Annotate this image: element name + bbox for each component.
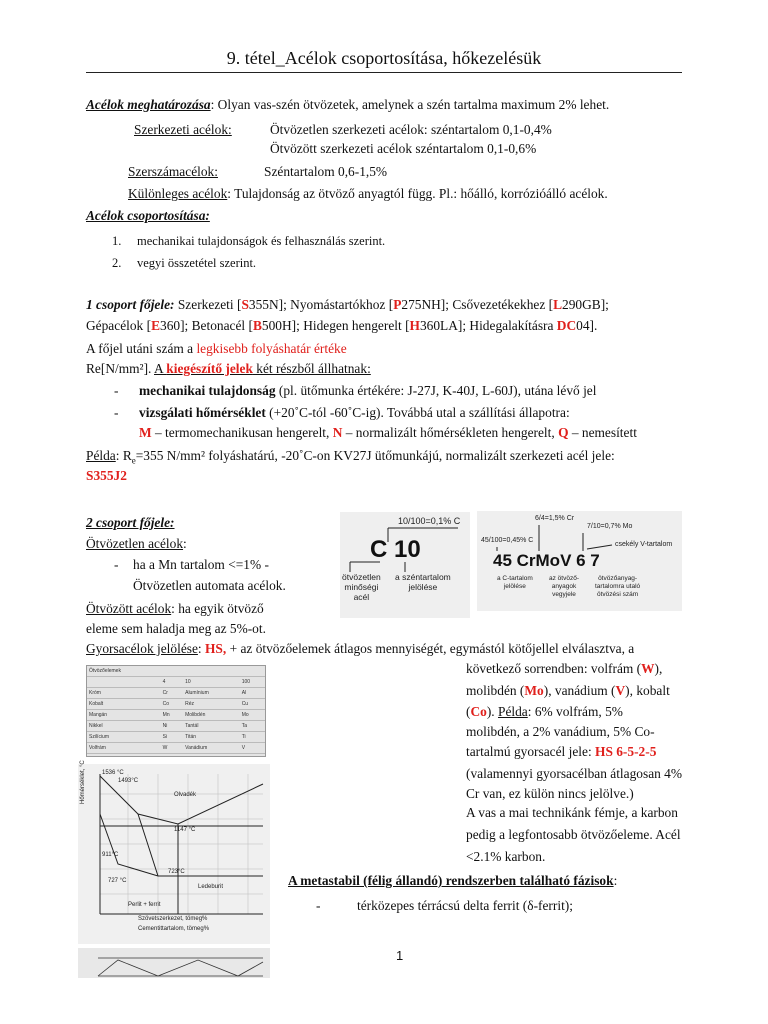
csop1-bullet2: vizsgálati hőmérséklet (+20˚C-tól -60˚C-ig). Továbbá utal a szállítási állapotra:	[139, 405, 570, 420]
csoportositas-item-1: 1. mechanikai tulajdonságok és felhasználás szerint.	[112, 234, 386, 248]
alloy-table-cell: Si	[161, 732, 183, 743]
alloy-table-cell: Mn	[161, 710, 183, 721]
figure-crmov-t1: 6/4=1,5% Cr	[535, 515, 575, 522]
gyorsacel-r2: molibdén (Mo), vanádium (V), kobalt	[466, 683, 670, 698]
gyorsacel-r8: A vas a mai technikánk fémje, a karbon	[466, 805, 678, 820]
alloy-table-cell: Ni	[161, 721, 183, 732]
fe-c-label-perlit: Perlit + ferrit	[128, 902, 161, 908]
figure-c10-lines	[340, 512, 470, 618]
csop1-line1: 1 csoport főjele: Szerkezeti [S355N]; Nyomástartókhoz [P275NH]; Csővezetékekhez [L290GB];	[86, 297, 609, 312]
alloy-table-cell: Al	[240, 688, 265, 699]
fe-c-diagram	[78, 760, 270, 944]
bullet-dash-1: -	[114, 383, 119, 398]
fe-c-label-ledeburit: Ledeburit	[198, 884, 224, 890]
gyorsacel-r4: molibdén, a 2% vanádium, 5% Co-	[466, 724, 655, 739]
fe-c-label-727: 727 °C	[108, 878, 127, 884]
alloy-table-cell: Króm	[87, 688, 161, 699]
figure-crmov-code: 45 CrMoV 6 7	[493, 551, 600, 570]
structure-strip-image	[78, 948, 270, 978]
csop2-label: 2 csoport főjele:	[86, 515, 175, 530]
alloy-table-cell: Cu	[240, 699, 265, 710]
bullet-dash-2: -	[114, 405, 119, 420]
page-title: 9. tétel_Acélok csoportosítása, hőkezelésük	[226, 48, 542, 68]
figure-crmov-label-1: a C-tartalom jelölése	[497, 575, 533, 590]
bullet-dash-3: -	[114, 557, 119, 572]
csop1-example: Példa: $R_e=355$ N/mm² folyáshatárú, -20˚C-on KV27J ütőmunkájú, normalizált szerkezeti acél jele:	[86, 448, 615, 466]
otvozott-line-2: eleme sem haladja meg az 5%-ot.	[86, 621, 266, 636]
kulonleges-label: Különleges acélok	[128, 186, 228, 201]
alloy-table-cell: Titán	[183, 732, 240, 743]
alloy-table-cell: Réz	[183, 699, 240, 710]
fe-c-label-911: 911°C	[102, 852, 119, 858]
otvozott-line: Ötvözött acélok: ha egyik ötvöző	[86, 601, 264, 616]
fe-c-label-1493: 1493°C	[118, 778, 139, 784]
alloy-table-row	[87, 666, 265, 677]
gyorsacel-r6: (valamennyi gyorsacélban átlagosan 4%	[466, 766, 683, 781]
figure-c10-code: C 10	[370, 536, 421, 563]
alloy-table-cell: Alumínium	[183, 688, 240, 699]
metastabil-item-1: térközepes térrácsú delta ferrit (δ-ferrit);	[357, 898, 573, 913]
gyorsacel-r1: következő sorrendben: volfrám (W),	[466, 661, 663, 676]
alloy-table	[86, 665, 266, 757]
alloy-table-cell: Co	[161, 699, 183, 710]
figure-crmov	[477, 511, 682, 611]
szerkezeti-label: Szerkezeti acélok:	[134, 122, 232, 137]
gyorsacel-r9: pedig a legfontosabb ötvözőeleme. Acél	[466, 827, 681, 842]
alloy-table-row	[87, 732, 265, 743]
csop1-line3: A főjel utáni szám a legkisebb folyáshatár értéke	[86, 341, 347, 356]
alloy-table-cell: Tantál	[183, 721, 240, 732]
alloy-table-row	[87, 743, 265, 754]
fe-c-label-1536: 1536 °C	[102, 770, 124, 776]
alloy-table-cell	[87, 677, 161, 688]
alloy-table-cell: 10	[183, 677, 240, 688]
figure-c10-label-1: ötvözetlen minőségi acél	[342, 572, 381, 602]
alloy-table-cell: V	[240, 743, 265, 754]
alloy-table-cell: Kobalt	[87, 699, 161, 710]
csoportositas-label: Acélok csoportosítása:	[86, 208, 210, 223]
gyorsacel-r3: (Co). Példa: 6% volfrám, 5%	[466, 704, 623, 719]
fe-c-label-723: 723°C	[168, 869, 185, 875]
alloy-table-cell: Nikkel	[87, 721, 161, 732]
title-underline	[86, 72, 682, 73]
alloy-table-cell: Mangán	[87, 710, 161, 721]
otvozetlen-label: Ötvözetlen acélok:	[86, 536, 187, 551]
alloy-table-cell: 100	[240, 677, 265, 688]
fe-c-label-1147: 1147 °C	[174, 827, 196, 833]
alloy-table-cell: Mo	[240, 710, 265, 721]
alloy-table-cell: Molibdén	[183, 710, 240, 721]
alloy-table-cell: Vanádium	[183, 743, 240, 754]
figure-c10-label-2: a széntartalom jelölése	[395, 572, 451, 592]
csop1-bullet1: mechanikai tulajdonság (pl. ütőmunka értékére: J-27J, K-40J, L-60J), utána lévő jel	[139, 383, 597, 398]
alloy-table-cell: Ötvözőelemek	[87, 666, 161, 677]
csop1-example-code: S355J2	[86, 468, 127, 483]
gyorsacel-r10: <2.1% karbon.	[466, 849, 546, 864]
figure-crmov-label-2: az ötvöző- anyagok vegyjele	[549, 575, 579, 598]
kulonleges-line	[128, 185, 608, 202]
alloy-table-cell: Cr	[161, 688, 183, 699]
gyorsacel-line: Gyorsacélok jelölése: HS, + az ötvözőelemek átlagos mennyiségét, egymástól kötőjellel elválasztva, a	[86, 641, 635, 656]
csop1-bullet3: M – termomechanikusan hengerelt, N – normalizált hőmérsékleten hengerelt, Q – nemesített	[139, 425, 637, 440]
fe-c-label-cementit: Cementittartalom, tömeg%	[138, 926, 210, 932]
csop1-line4: Re[N/mm²]. A kiegészítő jelek két részből állhatnak:	[86, 361, 371, 376]
alloy-table-row	[87, 721, 265, 732]
page-number: 1	[396, 948, 404, 963]
alloy-table-cell: W	[161, 743, 183, 754]
definition-label: Acélok meghatározása	[86, 97, 211, 112]
figure-crmov-t2: 7/10=0,7% Mo	[587, 523, 633, 530]
alloy-table-row	[87, 677, 265, 688]
gyorsacel-r5: tartalmú gyorsacél jele: HS 6-5-2-5	[466, 744, 657, 759]
kulonleges-text: : Tulajdonság az ötvöző anyagtól függ. Pl.: hőálló, korrózióálló acélok.	[227, 186, 608, 201]
alloy-table-grid	[87, 666, 265, 754]
figure-c10	[340, 512, 470, 618]
alloy-table-cell	[240, 666, 265, 677]
alloy-table-row	[87, 710, 265, 721]
alloy-table-row	[87, 699, 265, 710]
figure-crmov-label-3: ötvözőanyag- tartalomra utaló ötvözési szám	[595, 575, 641, 598]
metastabil-heading: A metastabil (félig állandó) rendszerben található fázisok:	[288, 873, 618, 888]
alloy-table-cell: Ti	[240, 732, 265, 743]
fe-c-label-szovet: Szövetszerkezet, tömeg%	[138, 916, 208, 922]
alloy-table-cell: 4	[161, 677, 183, 688]
csoportositas-item-2: 2. vegyi összetétel szerint.	[112, 256, 257, 270]
alloy-table-cell	[183, 666, 240, 677]
figure-c10-top-label: 10/100=0,1% C	[398, 516, 461, 526]
csop1-line2: Gépacélok [E360]; Betonacél [B500H]; Hidegen hengerelt [H360LA]; Hidegalakításra DC04].	[86, 318, 598, 333]
figure-crmov-t3: 45/100=0,45% C	[481, 537, 534, 544]
fe-c-ylabel: Hőmérséklet, °C	[80, 760, 86, 804]
otvozetlen-text-2: Ötvözetlen automata acélok.	[133, 578, 286, 593]
szerszam-text: Széntartalom 0,6-1,5%	[264, 164, 388, 179]
alloy-table-cell: Szilícium	[87, 732, 161, 743]
alloy-table-cell: Ta	[240, 721, 265, 732]
szerszam-label: Szerszámacélok:	[128, 164, 218, 179]
szerkezeti-line2: Ötvözött szerkezeti acélok széntartalom 0,1-0,6%	[270, 141, 537, 156]
alloy-table-row	[87, 688, 265, 699]
szerkezeti-line1: Ötvözetlen szerkezeti acélok: széntartalom 0,1-0,4%	[270, 122, 552, 137]
definition-text: : Olyan vas-szén ötvözetek, amelynek a szén tartalma maximum 2% lehet.	[210, 97, 610, 112]
structure-strip-lines	[78, 948, 270, 978]
definition-line	[86, 96, 609, 113]
alloy-table-cell: Volfrám	[87, 743, 161, 754]
otvozetlen-text-1: ha a Mn tartalom <=1% -	[133, 557, 269, 572]
gyorsacel-r7: Cr van, ez külön nincs jelölve.)	[466, 786, 634, 801]
alloy-table-cell	[161, 666, 183, 677]
figure-crmov-t4: csekély V-tartalom	[615, 541, 673, 548]
fe-c-label-olvadek: Olvadék	[174, 792, 197, 798]
bullet-dash-4: -	[316, 898, 321, 913]
